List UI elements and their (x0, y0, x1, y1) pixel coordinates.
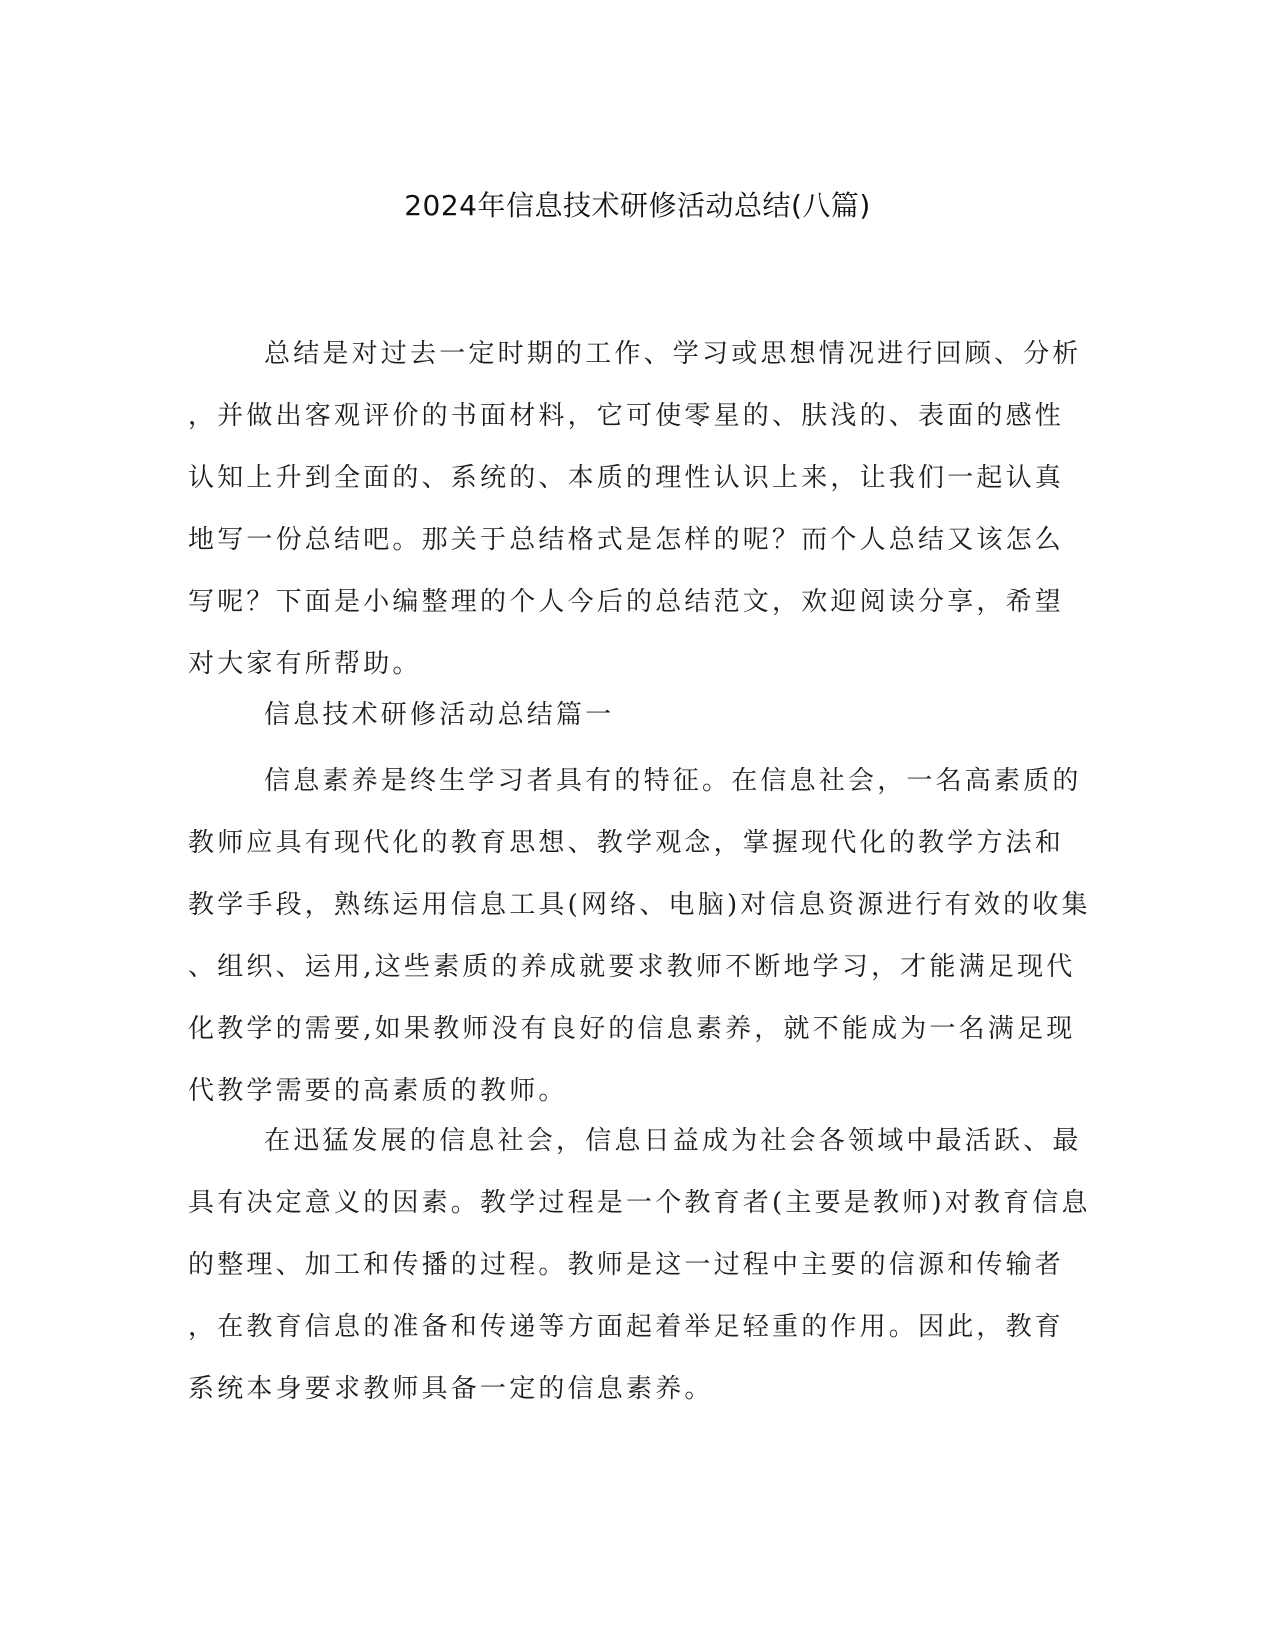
paragraph-line: 具有决定意义的因素。教学过程是一个教育者(主要是教师)对教育信息 (188, 1188, 1091, 1218)
paragraph-line: 认知上升到全面的、系统的、本质的理性认识上来，让我们一起认真 (188, 463, 1065, 493)
paragraph-line: 在迅猛发展的信息社会，信息日益成为社会各领域中最活跃、最 (264, 1126, 1082, 1156)
paragraph-line: 教学手段，熟练运用信息工具(网络、电脑)对信息资源进行有效的收集 (188, 890, 1091, 920)
paragraph-line: 代教学需要的高素质的教师。 (188, 1076, 568, 1106)
section-heading: 信息技术研修活动总结篇一 (264, 700, 615, 730)
paragraph-line: 信息素养是终生学习者具有的特征。在信息社会，一名高素质的 (264, 766, 1082, 796)
paragraph-line: 的整理、加工和传播的过程。教师是这一过程中主要的信源和传输者 (188, 1250, 1065, 1280)
paragraph-line: 总结是对过去一定时期的工作、学习或思想情况进行回顾、分析 (264, 339, 1082, 369)
paragraph-line: 、组织、运用,这些素质的养成就要求教师不断地学习，才能满足现代 (188, 952, 1076, 982)
paragraph-line: 地写一份总结吧。那关于总结格式是怎样的呢？而个人总结又该怎么 (188, 525, 1065, 555)
paragraph-line: 化教学的需要,如果教师没有良好的信息素养，就不能成为一名满足现 (188, 1014, 1076, 1044)
body-paragraph-1 (188, 750, 1091, 1122)
paragraph-line: 对大家有所帮助。 (188, 649, 422, 679)
intro-paragraph (188, 323, 1082, 695)
paragraph-line: 系统本身要求教师具备一定的信息素养。 (188, 1374, 714, 1404)
paragraph-line: 写呢？下面是小编整理的个人今后的总结范文，欢迎阅读分享，希望 (188, 587, 1065, 617)
body-paragraph-2 (188, 1110, 1091, 1420)
paragraph-line: 教师应具有现代化的教育思想、教学观念，掌握现代化的教学方法和 (188, 828, 1065, 858)
page-title: 2024年信息技术研修活动总结(八篇) (404, 189, 871, 222)
paragraph-line: ，并做出客观评价的书面材料，它可使零星的、肤浅的、表面的感性 (188, 401, 1065, 431)
section-heading-block (188, 684, 1078, 746)
paragraph-line: ，在教育信息的准备和传递等方面起着举足轻重的作用。因此，教育 (188, 1312, 1065, 1342)
